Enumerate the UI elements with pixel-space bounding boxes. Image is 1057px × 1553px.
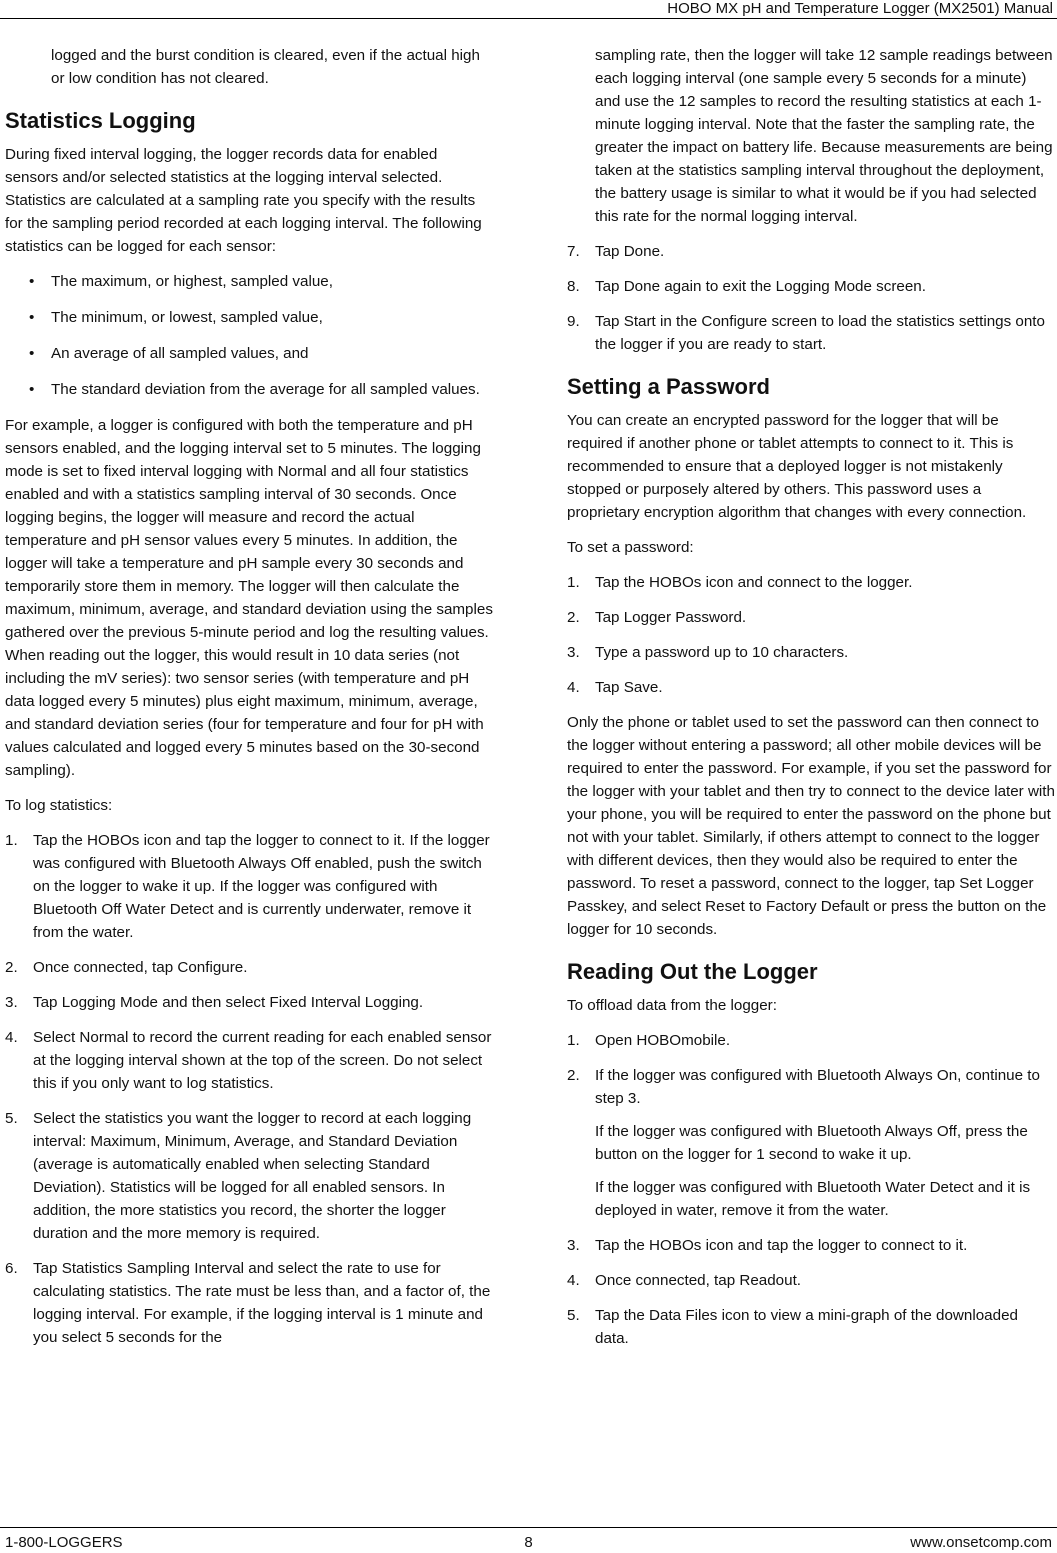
to-log-statistics-label: To log statistics:	[5, 797, 113, 814]
setting-password-heading: Setting a Password	[567, 374, 770, 399]
bullet-icon: •	[29, 273, 35, 290]
list-item: 6. Tap Statistics Sampling Interval and select the rate to use for calculating statistics. The rate must be less than, and a factor of, the logging interval. For example, if the logging interval is 1 minute and you select 5 seconds for the	[5, 1260, 491, 1346]
list-item: 3. Type a password up to 10 characters.	[567, 644, 849, 661]
reading-out-heading: Reading Out the Logger	[567, 959, 818, 984]
list-item: 7. Tap Done.	[567, 243, 665, 260]
password-steps	[567, 571, 1055, 699]
log-statistics-steps-continued	[567, 240, 1055, 356]
list-item: 1. Open HOBOmobile.	[567, 1032, 731, 1049]
to-offload-label: To offload data from the logger:	[567, 997, 777, 1014]
list-item: • An average of all sampled values, and	[5, 342, 493, 365]
list-item: 1. Tap the HOBOs icon and connect to the logger.	[567, 574, 913, 591]
list-item: 9. Tap Start in the Configure screen to load the statistics settings onto the logger if you are ready to start.	[567, 313, 1045, 353]
password-intro: You can create an encrypted password for the logger that will be required if another phone or tablet attempts to connect to it. This is recommended to ensure that a deployed logger is not mistakenly stopped or purposely altered by others. This password uses a proprietary encryption algorithm that changes with every connection.	[567, 412, 1027, 521]
right-column	[567, 44, 1055, 1362]
list-item: • The minimum, or lowest, sampled value,	[5, 306, 493, 329]
list-item: • The maximum, or highest, sampled value,	[5, 270, 493, 293]
statistics-logging-heading: Statistics Logging	[5, 108, 196, 133]
bullet-icon: •	[29, 381, 35, 398]
step-sub-text: If the logger was configured with Bluetooth Always Off, press the button on the logger for 1 second to wake it up.	[595, 1123, 1028, 1163]
list-item: • The standard deviation from the average for all sampled values.	[5, 378, 493, 401]
bullet-icon: •	[29, 309, 35, 326]
to-set-password-label: To set a password:	[567, 539, 694, 556]
list-item: 5. Tap the Data Files icon to view a mini-graph of the downloaded data.	[567, 1307, 1018, 1347]
list-item: 5. Select the statistics you want the logger to record at each logging interval: Maximum, Minimum, Average, and Standard Deviation (average is automatically enabled when selecting Standard Deviation). Statistics will be logged for all enabled sensors. In addition, the more statistics you record, the shorter the logger duration and the more memory is required.	[5, 1110, 472, 1242]
list-item: 2. If the logger was configured with Bluetooth Always On, continue to step 3. If the logger was configured with Bluetooth Always Off, press the button on the logger for 1 second to wake it up. If the logger was configured with Bluetooth Water Detect and it is deployed in water, remove it from the water.	[567, 1064, 1055, 1222]
list-item: 3. Tap Logging Mode and then select Fixed Interval Logging.	[5, 994, 424, 1011]
readout-steps	[567, 1029, 1055, 1350]
continuation-text: logged and the burst condition is cleared, even if the actual high or low condition has not cleared.	[51, 47, 480, 87]
list-item: 4. Select Normal to record the current reading for each enabled sensor at the logging interval shown at the top of the screen. Do not select this if you only want to log statistics.	[5, 1029, 492, 1092]
list-item: 1. Tap the HOBOs icon and tap the logger to connect to it. If the logger was configured with Bluetooth Always Off enabled, push the switch on the logger to wake it up. If the logger was configured with Bluetooth Off Water Detect and is currently underwater, remove it from the water.	[5, 832, 490, 941]
footer-website: www.onsetcomp.com	[910, 1534, 1052, 1551]
list-item: 4. Once connected, tap Readout.	[567, 1272, 802, 1289]
list-item: 3. Tap the HOBOs icon and tap the logger to connect to it.	[567, 1237, 968, 1254]
statistics-intro: During fixed interval logging, the logger records data for enabled sensors and/or selected statistics at the logging interval selected. Statistics are calculated at a sampling rate you specify with the results for the sampling period recorded at each logging interval. The following statistics can be logged for each sensor:	[5, 146, 482, 255]
list-item: 8. Tap Done again to exit the Logging Mode screen.	[567, 278, 926, 295]
footer-divider	[0, 1527, 1057, 1528]
footer-page-number: 8	[524, 1534, 533, 1551]
list-item: 2. Once connected, tap Configure.	[5, 959, 248, 976]
left-column	[5, 44, 493, 1361]
footer-phone: 1-800-LOGGERS	[5, 1534, 123, 1551]
page-header-title: HOBO MX pH and Temperature Logger (MX2501) Manual	[667, 0, 1053, 17]
statistics-example: For example, a logger is configured with both the temperature and pH sensors enabled, and the logging interval set to 5 minutes. The logging mode is set to fixed interval logging with Normal and all four statistics enabled and with a statistics sampling interval of 30 seconds. Once logging begins, the logger will measure and record the actual temperature and pH sensor values every 5 minutes. In addition, the logger will take a temperature and pH sample every 30 seconds and temporarily store them in memory. The logger will then calculate the maximum, minimum, average, and standard deviation using the samples gathered over the previous 5-minute period and log the resulting values. When reading out the logger, this would result in 10 data series (not including the mV series): two sensor series (with temperature and pH data logged every 5 minutes) plus eight maximum, minimum, average, and standard deviation series (four for temperature and four for pH with values calculated and logged every 5 minutes based on the 30-second sampling).	[5, 417, 493, 779]
step-sub-text: If the logger was configured with Bluetooth Water Detect and it is deployed in water, remove it from the water.	[595, 1179, 1031, 1219]
statistics-bullet-list	[5, 270, 493, 401]
list-item: 4. Tap Save.	[567, 679, 663, 696]
list-item: 2. Tap Logger Password.	[567, 609, 747, 626]
bullet-icon: •	[29, 345, 35, 362]
log-statistics-steps	[5, 829, 493, 1349]
continuation-text: sampling rate, then the logger will take 12 sample readings between each logging interval (one sample every 5 seconds for a minute) and use the 12 samples to record the resulting statistics at each 1-minute logging interval. Note that the faster the sampling rate, the greater the impact on battery life. Because measurements are being taken at the statistics sampling interval throughout the deployment, the battery usage is similar to what it would be if you had selected this rate for the normal logging interval.	[595, 47, 1053, 225]
password-note: Only the phone or tablet used to set the password can then connect to the logger without entering a password; all other mobile devices will be required to enter the password. For example, if you set the password for the logger with your tablet and then try to connect to the device later with your phone, you will be required to enter the password on the phone but not with your tablet. Similarly, if others attempt to connect to the logger with different devices, then they would also be required to enter the password. To reset a password, connect to the logger, tap Set Logger Passkey, and select Reset to Factory Default or press the button on the logger for 10 seconds.	[567, 714, 1055, 938]
header-divider	[0, 18, 1057, 19]
